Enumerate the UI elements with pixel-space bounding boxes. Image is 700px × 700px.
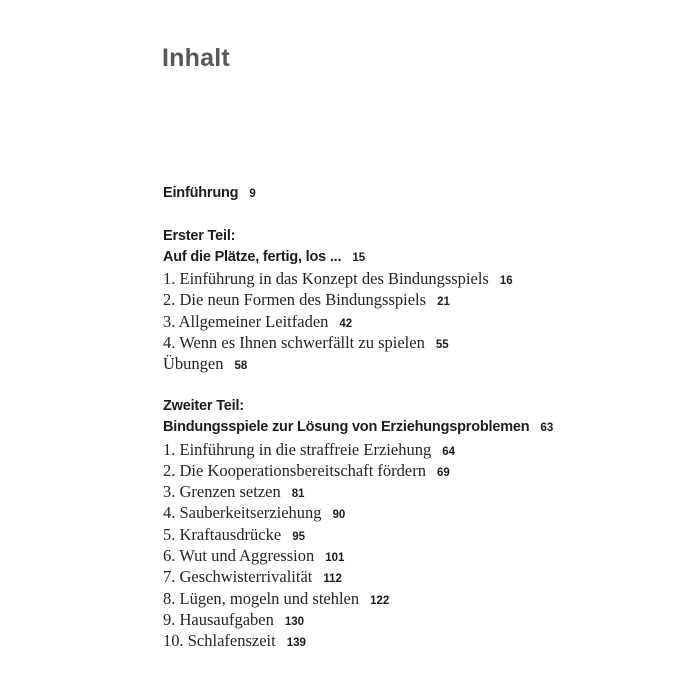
entry-page-number: 64 bbox=[442, 445, 455, 458]
entry-label: 6. Wut und Aggression bbox=[163, 546, 315, 566]
toc-entry bbox=[163, 524, 643, 545]
toc-entry bbox=[163, 609, 643, 630]
entry-page-number: 95 bbox=[292, 530, 305, 543]
section-gap bbox=[163, 375, 643, 396]
entry-label: 4. Wenn es Ihnen schwerfällt zu spielen bbox=[163, 333, 425, 353]
entry-page-number: 101 bbox=[325, 552, 345, 565]
toc-entry bbox=[163, 588, 643, 609]
entry-label: 8. Lügen, mogeln und stehlen bbox=[163, 588, 360, 608]
toc-entry bbox=[163, 311, 643, 332]
part-label bbox=[163, 226, 643, 247]
entry-page-number: 63 bbox=[540, 422, 554, 435]
toc-entry bbox=[163, 566, 643, 587]
entry-page-number: 9 bbox=[249, 188, 256, 200]
toc-entry bbox=[163, 268, 643, 289]
entry-label: 4. Sauberkeitserziehung bbox=[163, 503, 322, 523]
entry-label: Einführung bbox=[163, 185, 239, 201]
entry-label: 3. Grenzen setzen bbox=[163, 482, 281, 502]
entry-label: 9. Hausaufgaben bbox=[163, 609, 274, 629]
part-label-text: Zweiter Teil: bbox=[163, 397, 244, 414]
entry-page-number: 130 bbox=[284, 615, 305, 628]
page-title: Inhalt bbox=[162, 43, 230, 72]
entry-label: 1. Einführung in die straffreie Erziehung bbox=[163, 439, 432, 459]
section-gap bbox=[163, 204, 643, 225]
entry-label: Übungen bbox=[163, 354, 224, 374]
toc-entry bbox=[163, 481, 643, 502]
table-of-contents bbox=[163, 183, 643, 652]
entry-page-number: 90 bbox=[332, 509, 346, 522]
toc-entry bbox=[163, 439, 643, 460]
toc-entry bbox=[163, 630, 643, 651]
entry-page-number: 112 bbox=[323, 573, 342, 586]
entry-label: 5. Kraftausdrücke bbox=[163, 524, 282, 544]
entry-page-number: 81 bbox=[291, 488, 305, 501]
entry-page-number: 15 bbox=[352, 251, 366, 264]
toc-entry bbox=[163, 332, 643, 353]
entry-label: 3. Allgemeiner Leitfaden bbox=[163, 311, 329, 331]
entry-label: 1. Einführung in das Konzept des Bindungsspiels bbox=[163, 269, 489, 289]
entry-page-number: 21 bbox=[437, 296, 450, 309]
toc-entry bbox=[163, 353, 643, 374]
entry-label: 7. Geschwisterrivalität bbox=[163, 567, 313, 587]
entry-page-number: 122 bbox=[370, 594, 390, 607]
entry-page-number: 16 bbox=[499, 275, 513, 288]
entry-page-number: 69 bbox=[437, 466, 450, 479]
toc-entry bbox=[163, 460, 643, 481]
toc-entry bbox=[163, 289, 643, 310]
entry-page-number: 42 bbox=[339, 317, 353, 330]
toc-entry bbox=[163, 545, 643, 566]
part-title-text: Bindungsspiele zur Lösung von Erziehungsproblemen bbox=[163, 419, 530, 436]
entry-page-number: 139 bbox=[286, 637, 306, 650]
part-title bbox=[163, 247, 643, 268]
entry-label: 10. Schlafenszeit bbox=[163, 631, 276, 651]
entry-label: 2. Die Kooperationsbereitschaft fördern bbox=[163, 460, 426, 480]
toc-intro-entry bbox=[163, 183, 643, 204]
toc-entry bbox=[163, 502, 643, 523]
entry-page-number: 55 bbox=[435, 339, 449, 352]
part-label bbox=[163, 396, 643, 417]
entry-label: 2. Die neun Formen des Bindungsspiels bbox=[163, 290, 427, 310]
part-title-text: Auf die Plätze, fertig, los ... bbox=[163, 248, 342, 265]
part-label-text: Erster Teil: bbox=[163, 227, 236, 244]
part-title bbox=[163, 417, 643, 438]
entry-page-number: 58 bbox=[234, 360, 248, 373]
